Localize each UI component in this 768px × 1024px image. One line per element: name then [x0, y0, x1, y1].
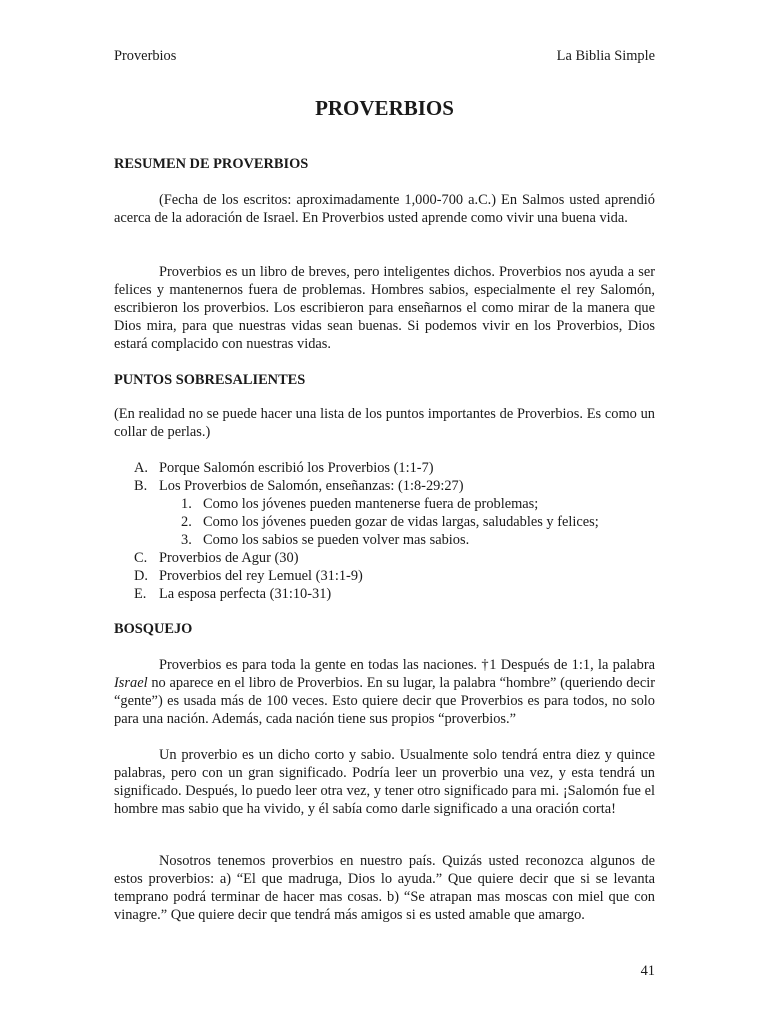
sub-list-item-text: Como los jóvenes pueden mantenerse fuera de problemas; — [203, 496, 539, 512]
paragraph-bosquejo-3: Nosotros tenemos proverbios en nuestro país. Quizás usted reconozca algunos de estos proverbios: a) “El que madruga, Dios lo ayuda.” Que quiere decir que si se levanta temprano podrá terminar de hacer mas cosas. b) “Se atrapan mas moscas con miel que con vinagre.” Que quiere decir que tendrá más amigos si es usted amable que amargo. — [114, 853, 655, 923]
page-number: 41 — [640, 963, 655, 979]
italic-word: Israel — [114, 675, 148, 691]
paragraph-bosquejo-1 — [114, 656, 655, 728]
paragraph-resumen-1: (Fecha de los escritos: aproximadamente 1,000-700 a.C.) En Salmos usted aprendió acerca de la adoración de Israel. En Proverbios usted aprende como vivir una buena vida. — [114, 192, 655, 226]
page-title: PROVERBIOS — [315, 96, 454, 120]
document-page — [114, 0, 655, 1024]
sub-list-item-text: Como los jóvenes pueden gozar de vidas largas, saludables y felices; — [203, 514, 599, 530]
paragraph-text: no aparece en el libro de Proverbios. En su lugar, la palabra “hombre” (queriendo decir “gente”) es usada más de 100 veces. Esto quiere decir que Proverbios es para todos, no solo para una nación. Además, cada nación tiene sus propios “proverbios.” — [114, 675, 655, 727]
list-item-text: La esposa perfecta (31:10-31) — [159, 586, 332, 602]
list-item-text: Los Proverbios de Salomón, enseñanzas: (1:8-29:27) — [159, 478, 464, 494]
list-marker: E. — [134, 586, 147, 602]
running-header-left: Proverbios — [114, 48, 177, 64]
paragraph-bosquejo-2: Un proverbio es un dicho corto y sabio. Usualmente solo tendrá entra diez y quince palabras, pero con un gran significado. Podría leer un proverbio una vez, y esta tendrá un significado. Después, lo puedo leer otra vez, y tener otro significado para mi. ¡Salomón fue el hombre mas sabio que ha vivido, y él sabía como darle significado a una oración corta! — [114, 747, 655, 817]
section-heading-puntos: PUNTOS SOBRESALIENTES — [114, 372, 306, 388]
list-item-text: Proverbios del rey Lemuel (31:1-9) — [159, 568, 363, 584]
list-item-text: Porque Salomón escribió los Proverbios (1:1-7) — [159, 460, 434, 476]
list-marker: C. — [134, 550, 148, 566]
section-heading-bosquejo: BOSQUEJO — [114, 621, 193, 637]
running-header-right: La Biblia Simple — [556, 48, 655, 64]
section-heading-resumen: RESUMEN DE PROVERBIOS — [114, 156, 309, 172]
paragraph-resumen-2: Proverbios es un libro de breves, pero inteligentes dichos. Proverbios nos ayuda a ser felices y mantenernos fuera de problemas. Hombres sabios, especialmente el rey Salomón, escribieron los proverbios. Los escribieron para enseñarnos el como mirar de la manera que Dios mira, para que nuestras vidas sean buenas. Si podemos vivir en los Proverbios, Dios estará complacido con nuestras vidas. — [114, 264, 655, 352]
sub-list-item-text: Como los sabios se pueden volver mas sabios. — [203, 532, 470, 548]
sub-list-marker: 2. — [181, 514, 192, 530]
list-marker: B. — [134, 478, 148, 494]
sub-list-marker: 3. — [181, 532, 192, 548]
list-item-text: Proverbios de Agur (30) — [159, 550, 299, 566]
list-marker: D. — [134, 568, 148, 584]
sub-list-marker: 1. — [181, 496, 192, 512]
list-marker: A. — [134, 460, 148, 476]
paragraph-text: Proverbios es para toda la gente en todas las naciones. †1 Después de 1:1, la palabra — [159, 657, 655, 673]
paragraph-puntos-intro: (En realidad no se puede hacer una lista de los puntos importantes de Proverbios. Es como un collar de perlas.) — [114, 406, 655, 440]
